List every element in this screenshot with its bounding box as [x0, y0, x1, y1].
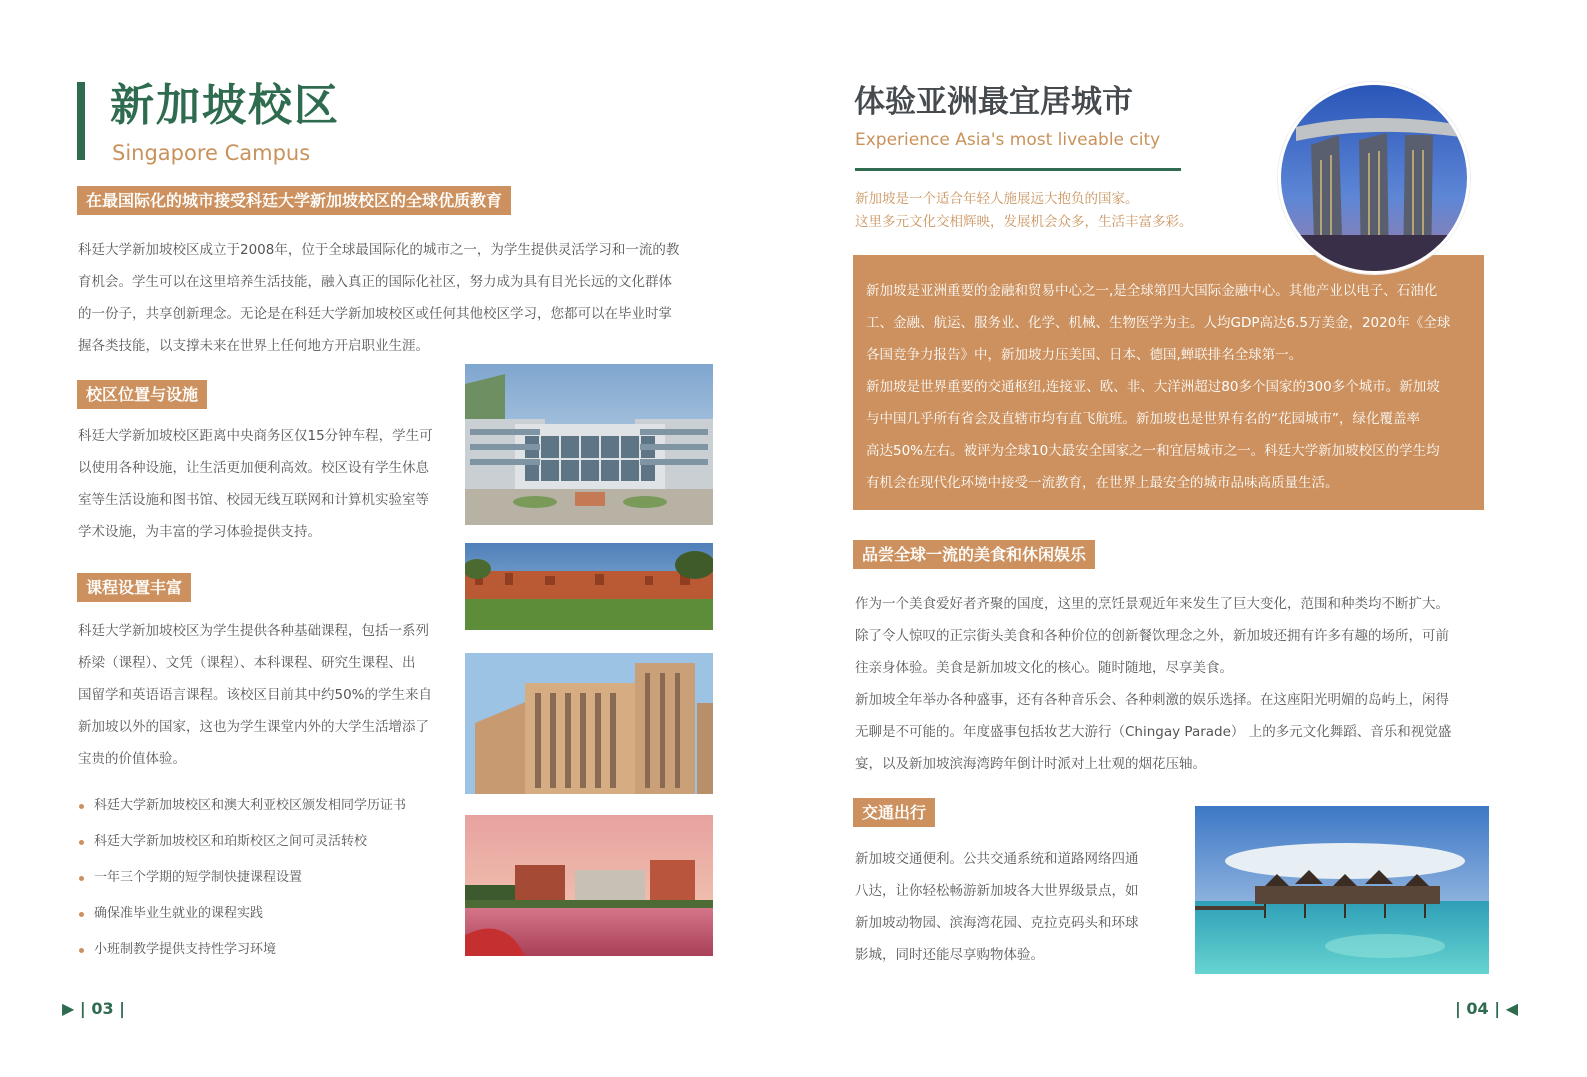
- intro-paragraph: [78, 234, 718, 362]
- sea-resort-photo: [1195, 806, 1489, 974]
- play-left-icon: ◀: [1505, 999, 1518, 1018]
- text-line: 新加坡动物园、滨海湾花园、克拉克码头和环球: [855, 915, 1139, 931]
- text-line: 以使用各种设施，让生活更加便利高效。校区设有学生休息: [78, 460, 429, 476]
- campus-building-photo: [465, 364, 713, 525]
- text-line: 室等生活设施和图书馆、校园无线互联网和计算机实验室等: [78, 492, 429, 508]
- campus-lawn-photo: [465, 543, 713, 630]
- text-line: 新加坡是亚洲重要的金融和贸易中心之一,是全球第四大国际金融中心。其他产业以电子、石油化: [866, 283, 1438, 299]
- text-line: 新加坡是一个适合年轻人施展远大抱负的国家。: [855, 191, 1139, 207]
- section-title: 体验亚洲最宜居城市: [854, 84, 1133, 120]
- text-line: 各国竞争力报告》中，新加坡力压美国、日本、德国,蝉联排名全球第一。: [866, 347, 1303, 363]
- campus-lake-photo: [465, 815, 713, 956]
- text-line: 八达，让你轻松畅游新加坡各大世界级景点，如: [855, 883, 1139, 899]
- campus-tower-photo: [465, 653, 713, 794]
- courses-tag: 课程设置丰富: [77, 573, 191, 602]
- headline-tag: 在最国际化的城市接受科廷大学新加坡校区的全球优质教育: [77, 186, 511, 215]
- list-item: 一年三个学期的短学制快捷课程设置: [78, 860, 458, 896]
- marina-bay-photo: [1278, 82, 1470, 274]
- text-line: 握各类技能，以支撑未来在世界上任何地方开启职业生涯。: [78, 338, 429, 354]
- text-line: 作为一个美食爱好者齐聚的国度，这里的烹饪景观近年来发生了巨大变化，范围和种类均不断扩大。: [855, 596, 1449, 612]
- location-paragraph: [78, 420, 458, 548]
- text-line: 学术设施，为丰富的学习体验提供支持。: [78, 524, 321, 540]
- page-title: 新加坡校区: [110, 80, 340, 131]
- text-line: 科廷大学新加坡校区成立于2008年，位于全球最国际化的城市之一，为学生提供灵活学习和一流的教: [78, 242, 680, 258]
- title-accent-bar: [77, 82, 85, 160]
- feature-list: [78, 788, 458, 968]
- text-line: 这里多元文化交相辉映，发展机会众多，生活丰富多彩。: [855, 214, 1193, 230]
- text-line: 育机会。学生可以在这里培养生活技能，融入真正的国际化社区，努力成为具有目光长远的文化群体: [78, 274, 672, 290]
- text-line: 往亲身体验。美食是新加坡文化的核心。随时随地，尽享美食。: [855, 660, 1233, 676]
- text-line: 除了令人惊叹的正宗街头美食和各种价位的创新餐饮理念之外，新加坡还拥有许多有趣的场所，可前: [855, 628, 1449, 644]
- text-line: 新加坡交通便利。公共交通系统和道路网络四通: [855, 851, 1139, 867]
- text-line: 新加坡全年举办各种盛事，还有各种音乐会、各种刺激的娱乐选择。在这座阳光明媚的岛屿上，闲得: [855, 692, 1449, 708]
- courses-paragraph: [78, 615, 458, 775]
- text-line: 工、金融、航运、服务业、化学、机械、生物医学为主。人均GDP高达6.5万美金，2020年《全球: [866, 315, 1451, 331]
- text-line: 有机会在现代化环境中接受一流教育，在世界上最安全的城市品味高质量生活。: [866, 475, 1339, 491]
- food-tag: 品尝全球一流的美食和休闲娱乐: [853, 540, 1095, 569]
- page-number-left: ▶ | 03 |: [62, 999, 125, 1018]
- food-paragraph: [855, 588, 1485, 780]
- text-line: 影城，同时还能尽享购物体验。: [855, 947, 1044, 963]
- text-line: 与中国几乎所有省会及直辖市均有直飞航班。新加坡也是世界有名的“花园城市”，绿化覆盖率: [866, 411, 1420, 427]
- text-line: 宝贵的价值体验。: [78, 751, 186, 767]
- text-line: 新加坡以外的国家，这也为学生课堂内外的大学生活增添了: [78, 719, 429, 735]
- text-line: 新加坡是世界重要的交通枢纽,连接亚、欧、非、大洋洲超过80多个国家的300多个城市。新加坡: [866, 379, 1440, 395]
- location-tag: 校区位置与设施: [77, 380, 207, 409]
- text-line: 桥梁（课程）、文凭（课程）、本科课程、研究生课程、出: [78, 655, 416, 671]
- text-line: 科廷大学新加坡校区距离中央商务区仅15分钟车程，学生可: [78, 428, 433, 444]
- list-item: 小班制教学提供支持性学习环境: [78, 932, 458, 968]
- text-line: 高达50%左右。被评为全球10大最安全国家之一和宜居城市之一。科廷大学新加坡校区的学生均: [866, 443, 1440, 459]
- list-item: 科廷大学新加坡校区和澳大利亚校区颁发相同学历证书: [78, 788, 458, 824]
- section-subtitle: Experience Asia's most liveable city: [855, 130, 1161, 150]
- text-line: 国留学和英语语言课程。该校区目前其中约50%的学生来自: [78, 687, 433, 703]
- text-line: 无聊是不可能的。年度盛事包括妆艺大游行（Chingay Parade） 上的多元文化舞蹈、音乐和视觉盛: [855, 724, 1452, 740]
- list-item: 确保准毕业生就业的课程实践: [78, 896, 458, 932]
- title-underline: [855, 168, 1181, 171]
- page-subtitle: Singapore Campus: [112, 141, 311, 165]
- text-line: 宴，以及新加坡滨海湾跨年倒计时派对上壮观的烟花压轴。: [855, 756, 1206, 772]
- page-number-right: | 04 | ◀: [1455, 999, 1518, 1018]
- text-line: 的一份子，共享创新理念。无论是在科廷大学新加坡校区或任何其他校区学习，您都可以在毕业时掌: [78, 306, 672, 322]
- play-right-icon: ▶: [62, 999, 75, 1018]
- section-intro: [855, 188, 1193, 234]
- transport-tag: 交通出行: [853, 798, 935, 827]
- list-item: 科廷大学新加坡校区和珀斯校区之间可灵活转校: [78, 824, 458, 860]
- finance-info-box: [853, 255, 1484, 510]
- transport-paragraph: [855, 843, 1175, 971]
- text-line: 科廷大学新加坡校区为学生提供各种基础课程，包括一系列: [78, 623, 429, 639]
